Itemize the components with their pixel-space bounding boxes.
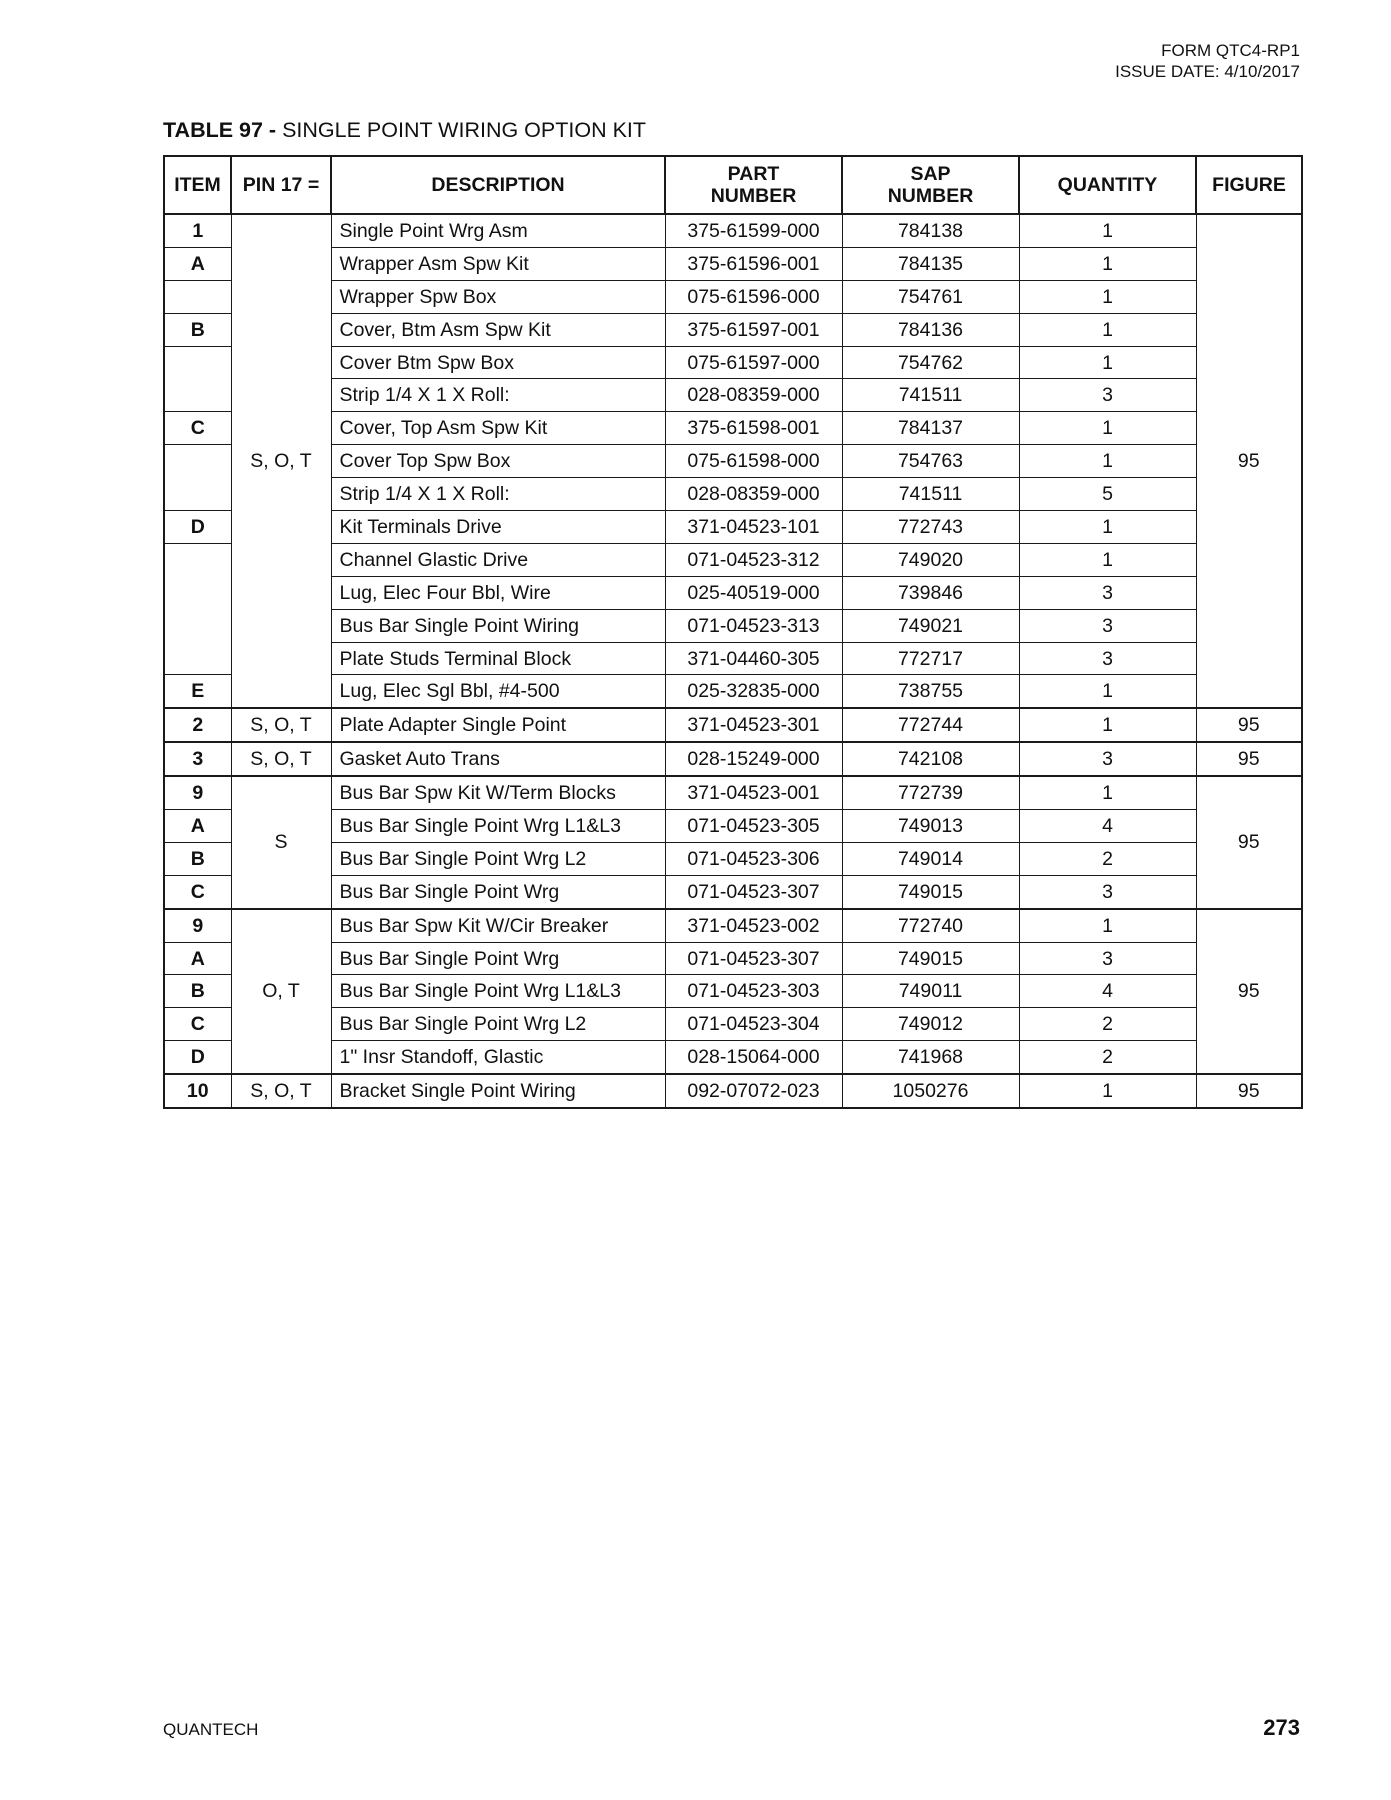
col-sap-line2: NUMBER (887, 185, 974, 207)
cell-figure: 95 (1196, 909, 1302, 1074)
table-group (164, 1074, 1302, 1108)
cell-part-number: 371-04523-301 (665, 708, 842, 742)
cell-sap-number: 738755 (842, 675, 1019, 708)
cell-sap-number: 749011 (842, 975, 1019, 1008)
table-row (164, 445, 1302, 478)
cell-pin: S, O, T (231, 708, 331, 742)
table-row (164, 379, 1302, 412)
table-group (164, 214, 1302, 708)
cell-description: Bracket Single Point Wiring (331, 1074, 665, 1108)
cell-description: Bus Bar Single Point Wrg L2 (331, 842, 665, 875)
cell-part-number: 075-61597-000 (665, 346, 842, 379)
cell-item: A (164, 942, 231, 975)
cell-description: Cover, Top Asm Spw Kit (331, 412, 665, 445)
cell-item: C (164, 412, 231, 445)
cell-description: Channel Glastic Drive (331, 543, 665, 576)
cell-item (164, 445, 231, 478)
cell-sap-number: 784136 (842, 313, 1019, 346)
cell-sap-number: 739846 (842, 576, 1019, 609)
cell-quantity: 1 (1019, 412, 1196, 445)
cell-quantity: 1 (1019, 909, 1196, 942)
table-row (164, 776, 1302, 809)
table-row (164, 742, 1302, 776)
cell-sap-number: 741511 (842, 379, 1019, 412)
cell-quantity: 3 (1019, 875, 1196, 908)
cell-item: A (164, 247, 231, 280)
cell-item (164, 576, 231, 609)
cell-item: A (164, 810, 231, 843)
cell-sap-number: 741968 (842, 1041, 1019, 1074)
cell-item: 9 (164, 909, 231, 942)
cell-item: E (164, 675, 231, 708)
cell-part-number: 071-04523-306 (665, 842, 842, 875)
cell-part-number: 025-32835-000 (665, 675, 842, 708)
cell-part-number: 375-61598-001 (665, 412, 842, 445)
cell-quantity: 2 (1019, 1041, 1196, 1074)
cell-sap-number: 749021 (842, 609, 1019, 642)
cell-pin: S (231, 776, 331, 909)
cell-description: Plate Adapter Single Point (331, 708, 665, 742)
table-row (164, 346, 1302, 379)
cell-description: Gasket Auto Trans (331, 742, 665, 776)
cell-part-number: 028-08359-000 (665, 478, 842, 511)
cell-figure: 95 (1196, 708, 1302, 742)
table-row (164, 511, 1302, 544)
cell-sap-number: 772717 (842, 642, 1019, 675)
cell-quantity: 2 (1019, 842, 1196, 875)
cell-quantity: 1 (1019, 346, 1196, 379)
cell-part-number: 071-04523-304 (665, 1008, 842, 1041)
cell-quantity: 1 (1019, 313, 1196, 346)
table-row (164, 810, 1302, 843)
cell-figure: 95 (1196, 1074, 1302, 1108)
cell-description: Lug, Elec Four Bbl, Wire (331, 576, 665, 609)
table-row (164, 478, 1302, 511)
header-row (164, 156, 1302, 214)
cell-part-number: 375-61597-001 (665, 313, 842, 346)
issue-date: ISSUE DATE: 4/10/2017 (1115, 62, 1300, 81)
cell-description: Bus Bar Single Point Wrg (331, 875, 665, 908)
cell-sap-number: 749013 (842, 810, 1019, 843)
cell-quantity: 4 (1019, 810, 1196, 843)
cell-quantity: 5 (1019, 478, 1196, 511)
form-number: FORM QTC4-RP1 (1161, 41, 1300, 60)
table-group (164, 776, 1302, 909)
cell-description: Lug, Elec Sgl Bbl, #4-500 (331, 675, 665, 708)
col-pin: PIN 17 = (231, 156, 331, 214)
cell-sap-number: 741511 (842, 478, 1019, 511)
cell-quantity: 3 (1019, 642, 1196, 675)
cell-sap-number: 772739 (842, 776, 1019, 809)
table-row (164, 675, 1302, 708)
cell-part-number: 371-04523-002 (665, 909, 842, 942)
cell-sap-number: 754761 (842, 280, 1019, 313)
cell-sap-number: 742108 (842, 742, 1019, 776)
page-number: 273 (1263, 1715, 1300, 1740)
cell-quantity: 3 (1019, 942, 1196, 975)
cell-quantity: 1 (1019, 776, 1196, 809)
cell-part-number: 371-04460-305 (665, 642, 842, 675)
footer-brand: QUANTECH (163, 1720, 259, 1739)
cell-item (164, 642, 231, 675)
cell-sap-number: 784137 (842, 412, 1019, 445)
cell-item: D (164, 511, 231, 544)
table-row (164, 875, 1302, 908)
cell-description: 1" Insr Standoff, Glastic (331, 1041, 665, 1074)
cell-quantity: 3 (1019, 379, 1196, 412)
cell-sap-number: 749020 (842, 543, 1019, 576)
table-row (164, 708, 1302, 742)
cell-item (164, 543, 231, 576)
table-row (164, 609, 1302, 642)
cell-part-number: 071-04523-303 (665, 975, 842, 1008)
cell-quantity: 2 (1019, 1008, 1196, 1041)
cell-quantity: 1 (1019, 280, 1196, 313)
cell-item: B (164, 842, 231, 875)
cell-description: Cover Btm Spw Box (331, 346, 665, 379)
col-quantity: QUANTITY (1019, 156, 1196, 214)
cell-part-number: 028-08359-000 (665, 379, 842, 412)
cell-description: Bus Bar Spw Kit W/Cir Breaker (331, 909, 665, 942)
cell-pin: S, O, T (231, 742, 331, 776)
cell-sap-number: 749015 (842, 942, 1019, 975)
cell-quantity: 1 (1019, 1074, 1196, 1108)
table-row (164, 247, 1302, 280)
cell-part-number: 071-04523-312 (665, 543, 842, 576)
cell-part-number: 075-61596-000 (665, 280, 842, 313)
cell-part-number: 075-61598-000 (665, 445, 842, 478)
cell-quantity: 1 (1019, 511, 1196, 544)
cell-sap-number: 772744 (842, 708, 1019, 742)
cell-item: 10 (164, 1074, 231, 1108)
cell-pin: S, O, T (231, 214, 331, 708)
col-sap-number (842, 156, 1019, 214)
cell-item: 3 (164, 742, 231, 776)
col-description: DESCRIPTION (331, 156, 665, 214)
cell-part-number: 371-04523-101 (665, 511, 842, 544)
table-row (164, 642, 1302, 675)
cell-item (164, 379, 231, 412)
cell-part-number: 028-15249-000 (665, 742, 842, 776)
table-row (164, 942, 1302, 975)
cell-description: Cover Top Spw Box (331, 445, 665, 478)
cell-description: Cover, Btm Asm Spw Kit (331, 313, 665, 346)
cell-sap-number: 749012 (842, 1008, 1019, 1041)
cell-item: C (164, 875, 231, 908)
cell-pin: S, O, T (231, 1074, 331, 1108)
cell-item (164, 346, 231, 379)
cell-description: Bus Bar Single Point Wrg L1&L3 (331, 975, 665, 1008)
cell-description: Bus Bar Single Point Wrg L2 (331, 1008, 665, 1041)
cell-quantity: 1 (1019, 708, 1196, 742)
cell-figure: 95 (1196, 776, 1302, 909)
cell-sap-number: 749015 (842, 875, 1019, 908)
cell-figure: 95 (1196, 214, 1302, 708)
cell-part-number: 071-04523-305 (665, 810, 842, 843)
col-part-line2: NUMBER (710, 185, 797, 207)
table-number: TABLE 97 - (163, 118, 277, 142)
col-item: ITEM (164, 156, 231, 214)
cell-sap-number: 772743 (842, 511, 1019, 544)
table-group (164, 909, 1302, 1074)
cell-item (164, 609, 231, 642)
cell-part-number: 028-15064-000 (665, 1041, 842, 1074)
table-row (164, 214, 1302, 247)
cell-description: Wrapper Asm Spw Kit (331, 247, 665, 280)
cell-sap-number: 1050276 (842, 1074, 1019, 1108)
table-header (164, 156, 1302, 214)
cell-item: B (164, 975, 231, 1008)
cell-figure: 95 (1196, 742, 1302, 776)
cell-quantity: 1 (1019, 445, 1196, 478)
cell-item: 2 (164, 708, 231, 742)
cell-sap-number: 754763 (842, 445, 1019, 478)
cell-sap-number: 772740 (842, 909, 1019, 942)
cell-description: Bus Bar Single Point Wrg L1&L3 (331, 810, 665, 843)
cell-item: C (164, 1008, 231, 1041)
table-row (164, 412, 1302, 445)
table-group (164, 742, 1302, 776)
cell-quantity: 4 (1019, 975, 1196, 1008)
cell-description: Strip 1/4 X 1 X Roll: (331, 379, 665, 412)
cell-quantity: 1 (1019, 675, 1196, 708)
cell-item (164, 478, 231, 511)
form-identifier (1115, 40, 1300, 82)
col-part-number (665, 156, 842, 214)
cell-description: Bus Bar Spw Kit W/Term Blocks (331, 776, 665, 809)
cell-description: Wrapper Spw Box (331, 280, 665, 313)
cell-sap-number: 754762 (842, 346, 1019, 379)
table-row (164, 842, 1302, 875)
table-row (164, 280, 1302, 313)
cell-item: B (164, 313, 231, 346)
cell-part-number: 375-61596-001 (665, 247, 842, 280)
table-caption: SINGLE POINT WIRING OPTION KIT (276, 118, 647, 142)
table-row (164, 1008, 1302, 1041)
table-row (164, 543, 1302, 576)
cell-quantity: 1 (1019, 543, 1196, 576)
cell-sap-number: 749014 (842, 842, 1019, 875)
cell-part-number: 071-04523-313 (665, 609, 842, 642)
cell-description: Plate Studs Terminal Block (331, 642, 665, 675)
table-row (164, 1074, 1302, 1108)
table-title (163, 117, 646, 143)
cell-quantity: 3 (1019, 742, 1196, 776)
cell-pin: O, T (231, 909, 331, 1074)
cell-item: 1 (164, 214, 231, 247)
table-row (164, 909, 1302, 942)
cell-part-number: 092-07072-023 (665, 1074, 842, 1108)
cell-part-number: 071-04523-307 (665, 875, 842, 908)
col-sap-line1: SAP (910, 163, 951, 185)
cell-quantity: 3 (1019, 609, 1196, 642)
cell-part-number: 371-04523-001 (665, 776, 842, 809)
cell-description: Bus Bar Single Point Wiring (331, 609, 665, 642)
cell-part-number: 025-40519-000 (665, 576, 842, 609)
cell-sap-number: 784135 (842, 247, 1019, 280)
cell-quantity: 1 (1019, 247, 1196, 280)
cell-part-number: 375-61599-000 (665, 214, 842, 247)
cell-description: Kit Terminals Drive (331, 511, 665, 544)
col-part-line1: PART (727, 163, 780, 185)
cell-quantity: 1 (1019, 214, 1196, 247)
cell-item (164, 280, 231, 313)
cell-sap-number: 784138 (842, 214, 1019, 247)
table-row (164, 1041, 1302, 1074)
cell-item: D (164, 1041, 231, 1074)
cell-description: Single Point Wrg Asm (331, 214, 665, 247)
cell-item: 9 (164, 776, 231, 809)
cell-description: Bus Bar Single Point Wrg (331, 942, 665, 975)
table-row (164, 576, 1302, 609)
cell-quantity: 3 (1019, 576, 1196, 609)
table-row (164, 313, 1302, 346)
cell-part-number: 071-04523-307 (665, 942, 842, 975)
col-figure: FIGURE (1196, 156, 1302, 214)
parts-table (163, 155, 1303, 1109)
table-group (164, 708, 1302, 742)
table-row (164, 975, 1302, 1008)
cell-description: Strip 1/4 X 1 X Roll: (331, 478, 665, 511)
